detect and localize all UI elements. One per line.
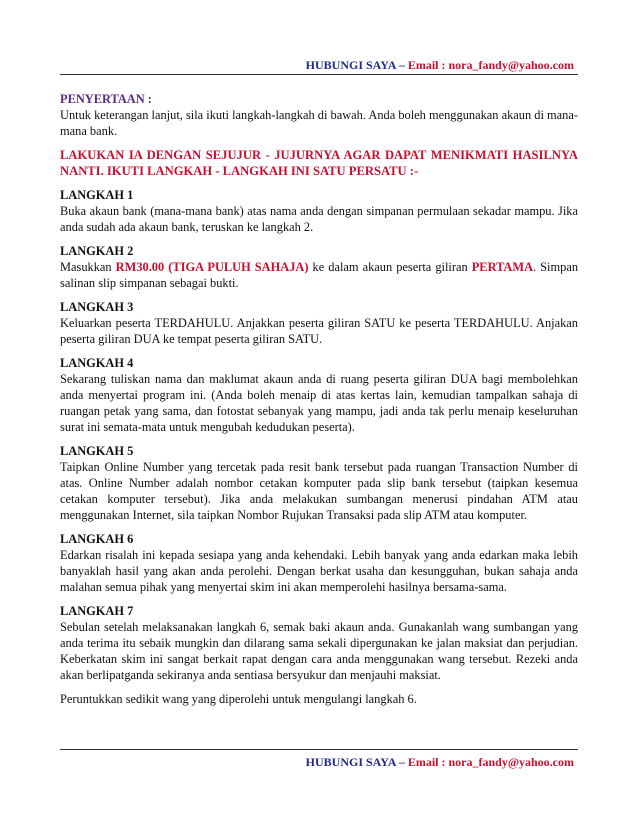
closing-section [60,691,578,707]
step-title: LANGKAH 4 [60,356,134,370]
footer-label: HUBUNGI SAYA [305,755,396,769]
intro-text: Untuk keterangan lanjut, sila ikuti langkah-langkah di bawah. Anda boleh menggunakan akaun di mana-mana bank. [60,108,578,138]
step-text [60,259,578,291]
step-2-first: PERTAMA [471,260,534,274]
step-text: Taipkan Online Number yang tercetak pada resit bank tersebut pada ruangan Transaction Number di atas. Online Number adalah nombor cetakan komputer pada slip bank tersebut (taipkan kesemua cetakan komputer tersebut). Jika anda melakukan sumbangan menerusi pindahan ATM atau menggunakan Internet, sila taipkan Nombor Rujukan Transaksi pada slip ATM atau komputer. [60,460,578,522]
step-4 [60,355,578,435]
step-3 [60,299,578,347]
step-text: Buka akaun bank (mana-mana bank) atas nama anda dengan simpanan permulaan sekadar mampu. Jika anda sudah ada akaun bank, teruskan ke langkah 2. [60,204,578,234]
footer-email-link[interactable]: nora_fandy@yahoo.com [448,755,574,769]
header-divider [60,74,578,75]
intro-section [60,91,578,139]
step-7 [60,603,578,683]
page-footer [60,755,578,770]
header-dash: – [395,58,408,72]
step-title: LANGKAH 5 [60,444,134,458]
step-2-amount: RM30.00 (TIGA PULUH SAHAJA) [115,260,309,274]
document-body [60,91,578,715]
page-header [60,58,578,73]
step-text: Sekarang tuliskan nama dan maklumat akaun anda di ruang peserta giliran DUA bagi membolehkan anda menyertai program ini. (Anda boleh menaip di atas kertas lain, kemudian tampalkan sahaja di ruangan petak yang sama, dan fotostat sebanyak yang mampu, jadi anda tak perlu menaip keseluruhan surat ini semata-mata untuk mengubah kedudukan peserta). [60,372,578,434]
step-title: LANGKAH 3 [60,300,134,314]
step-1 [60,187,578,235]
document-page [60,0,578,826]
step-2 [60,243,578,291]
step-title: LANGKAH 1 [60,188,134,202]
step-2-text-a: Masukkan [60,260,116,274]
step-6 [60,531,578,595]
footer-divider [60,749,578,750]
step-5 [60,443,578,523]
step-title: LANGKAH 2 [60,244,134,258]
footer-dash: – [395,755,408,769]
step-2-text-b: ke dalam akaun peserta giliran [308,260,472,274]
intro-title: PENYERTAAN : [60,92,152,106]
header-email-link[interactable]: nora_fandy@yahoo.com [448,58,574,72]
step-text: Keluarkan peserta TERDAHULU. Anjakkan peserta giliran SATU ke peserta TERDAHULU. Anjakan peserta giliran DUA ke tempat peserta giliran SATU. [60,316,578,346]
warning-text: LAKUKAN IA DENGAN SEJUJUR - JUJURNYA AGAR DAPAT MENIKMATI HASILNYA NANTI. IKUTI LANGKAH - LANGKAH INI SATU PERSATU :- [60,148,578,178]
step-text: Sebulan setelah melaksanakan langkah 6, semak baki akaun anda. Gunakanlah wang sumbangan yang anda terima itu sebaik mungkin dan dilarang sama sekali dipergunakan ke jalan maksiat dan perjudian. Keberkatan skim ini sangat berkait rapat dengan cara anda menggunakan wang tersebut. Rezeki anda akan berlipatganda sekiranya anda sentiasa bersyukur dan menjauhi maksiat. [60,620,578,682]
step-2-text-c: . Simpan salinan slip simpanan sebagai bukti. [60,260,579,290]
step-title: LANGKAH 7 [60,604,134,618]
step-title: LANGKAH 6 [60,532,134,546]
step-text: Edarkan risalah ini kepada sesiapa yang anda kehendaki. Lebih banyak yang anda edarkan maka lebih banyaklah hasil yang akan anda perolehi. Dengan berkat usaha dan kesungguhan, bukan sahaja anda malahan semua pihak yang menyertai skim ini akan memperolehi hasilnya bersama-sama. [60,548,578,594]
header-email-label: Email : [407,58,449,72]
closing-text: Peruntukkan sedikit wang yang diperolehi untuk mengulangi langkah 6. [60,692,417,706]
footer-email-label: Email : [407,755,449,769]
header-label: HUBUNGI SAYA [305,58,396,72]
